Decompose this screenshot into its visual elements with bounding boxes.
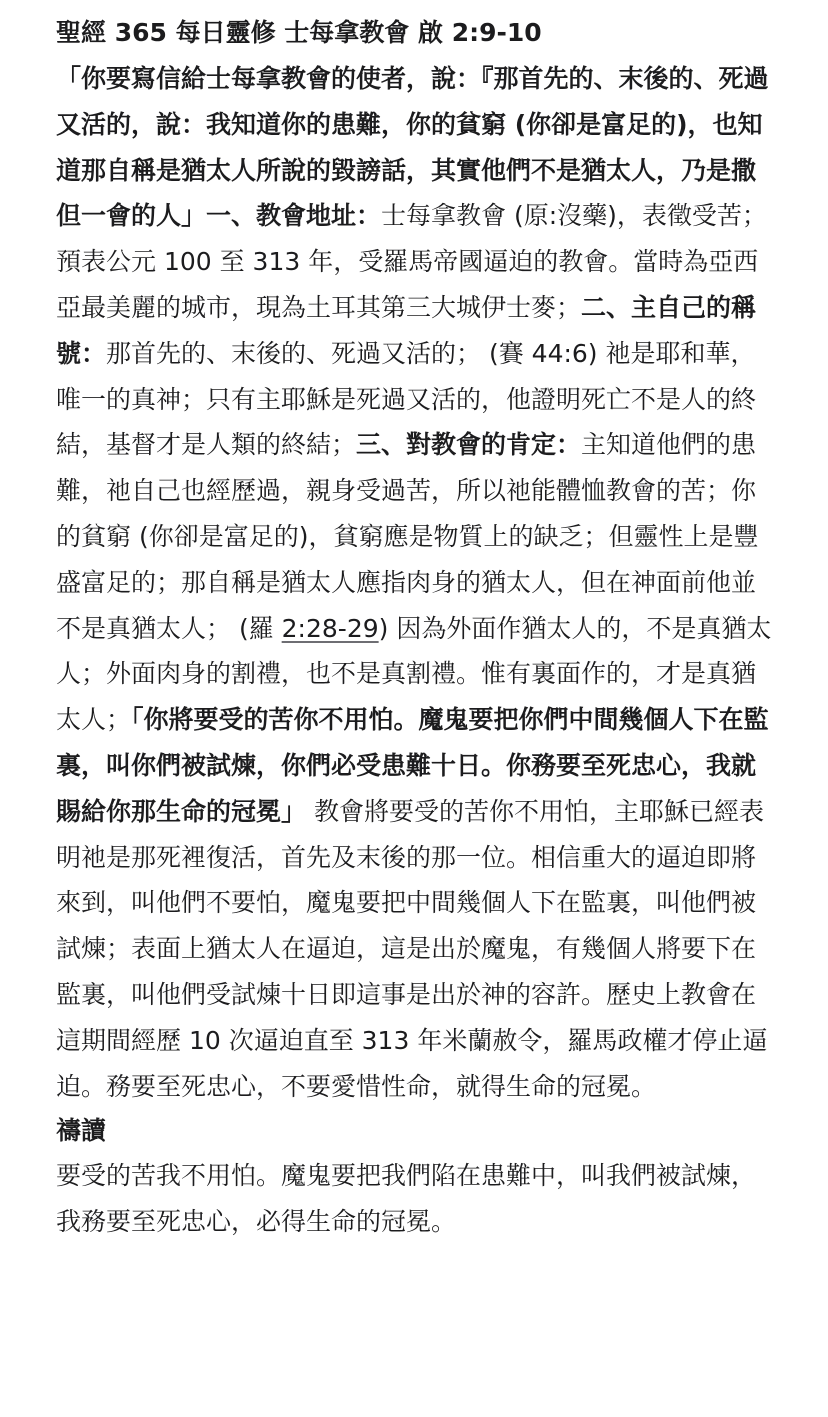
scripture-quote-opening: 「你要寫信給士每拿教會的使者，說：『那首先的、末後的、死過又活的，說：我知道你的患難，你的貧窮 (你卻是富足的)，也知道那自稱是猶太人所說的毀謗話，其實他們不是猶太人，乃是撒但一會的人」 — [56, 64, 769, 231]
section-heading-affirmation: 三、對教會的肯定： — [356, 430, 582, 460]
commentary-text: 教會將要受的苦你不用怕，主耶穌已經表明祂是那死裡復活，首先及末後的那一位。相信重大的逼迫即將來到，叫他們不要怕，魔鬼要把中間幾個人下在監裏，叫他們被試煉；表面上猶太人在逼迫，這是出於魔鬼，有幾個人將要下在監裏，叫他們受試煉十日即這事是出於神的容許。歷史上教會在這期間經歷 10 次逼迫直至 313 年米蘭赦令，羅馬政權才停止逼迫。務要至死忠心，不要愛惜性命，就得生命的冠冕。 — [56, 796, 768, 1101]
prayer-heading: 禱讀 — [56, 1116, 107, 1146]
scripture-reference-link[interactable]: 2:28-29 — [281, 613, 379, 643]
section-heading-church-address: 一、教會地址： — [206, 201, 382, 231]
section-text-lord-title: 那首先的、末後的、死過又活的； (賽 44:6) 祂是耶和華，唯一的真神；只有主耶穌是死過又活的，他證明死亡不是人的終結，基督才是人類的終結； — [56, 338, 757, 460]
devotional-body — [56, 56, 776, 1109]
section-text-church-address: 士每拿教會 (原:沒藥)，表徵受苦；預表公元 100 至 313 年，受羅馬帝國逼迫的教會。當時為亞西亞最美麗的城市，現為土耳其第三大城伊士麥； — [56, 201, 767, 322]
section-text-affirmation-continued: ) 因為外面作猶太人的，不是真猶太人；外面肉身的割禮，也不是真割禮。惟有裏面作的，才是真猶太人； — [56, 613, 772, 735]
page-title: 聖經 365 每日靈修 士每拿教會 啟 2:9-10 — [56, 18, 542, 47]
section-heading-lord-title: 二、主自己的稱號： — [56, 292, 757, 368]
section-text-affirmation: 主知道他們的患難，祂自己也經歷過，親身受過苦，所以祂能體恤教會的苦；你的貧窮 (你卻是富足的)，貧窮應是物質上的缺乏；但靈性上是豐盛富足的；那自稱是猶太人應指肉身的猶太人，但在神面前他並不是真猶太人； (羅 — [56, 430, 759, 643]
prayer-text: 要受的苦我不用怕。魔鬼要把我們陷在患難中，叫我們被試煉，我務要至死忠心，必得生命的冠冕。 — [56, 1161, 757, 1237]
scripture-quote-closing: 「你將要受的苦你不用怕。魔鬼要把你們中間幾個人下在監裏，叫你們被試煉，你們必受患難十日。你務要至死忠心，我就賜給你那生命的冠冕」 — [56, 705, 769, 826]
